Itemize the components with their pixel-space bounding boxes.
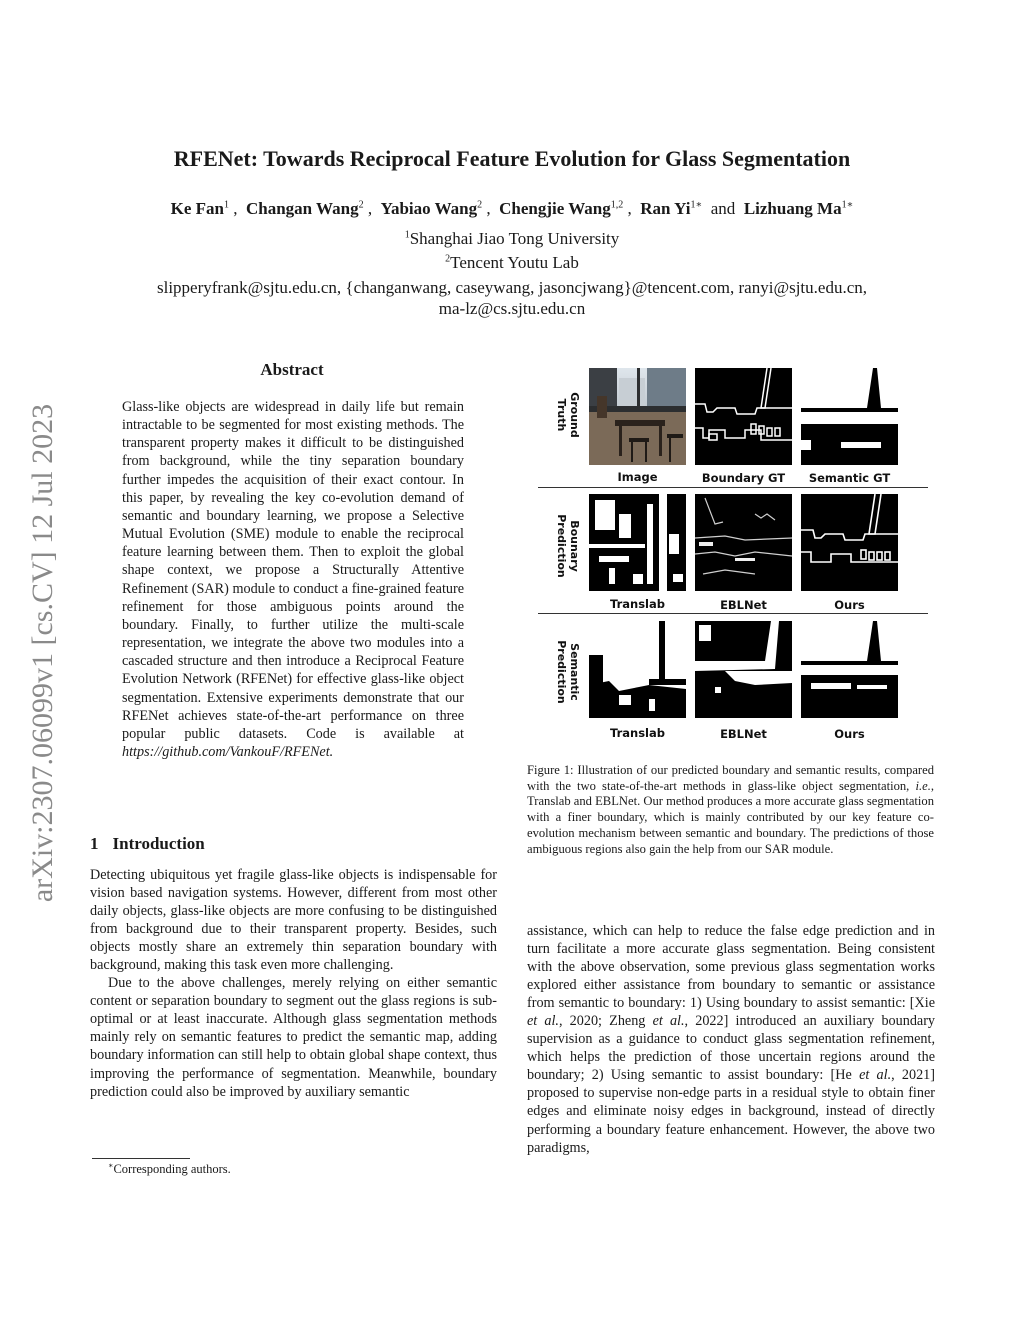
author-name: Chengjie Wang (499, 199, 611, 218)
row-label-semantic-text: Semantic Prediction (555, 640, 581, 704)
paper-title: RFENet: Towards Reciprocal Feature Evolution for Glass Segmentation (173, 146, 851, 171)
row-label-ground-truth-text: Ground Truth (555, 392, 581, 438)
semantic-gt-panel (801, 368, 898, 465)
footnote-rule (92, 1158, 190, 1159)
label-eblnet-boundary: EBLNet (720, 598, 767, 612)
author-separator: , (623, 199, 641, 218)
label-image: Image (617, 470, 658, 484)
citation-etal-1: et al. (527, 1013, 559, 1030)
abstract-text: Glass-like objects are widespread in daily life but remain intractable to be segmented for most existing methods. The transparent property makes it difficult to be distinguished from background, while the tiny separation boundary further impedes the acquisition of their exact contour. In this paper, by revealing the key co-evolution demand of semantic and boundary learning, we propose a Selective Mutual Evolution (SME) module to enable the reciprocal feature learning between them. Then to exploit the global shape context, we propose a Structurally Attentive Refinement (SAR) module to conduct a fine-grained feature refinement for those ambiguous points around the boundary. Finally, to further utilize the multi-scale representation, we integrate the above two modules into a cascaded structure and then introduce a Reciprocal Feature Evolution Network (RFENet) for effective glass-like object segmentation. Extensive experiments demonstrate that our RFENet achieves state-of-the-art performance on three popular public datasets. Code is available at (122, 399, 464, 742)
eblnet-semantic-icon (695, 621, 792, 718)
right-text-b: , 2020; Zheng (558, 1013, 653, 1030)
affiliation-1 (0, 229, 1024, 249)
intro-left-column (90, 866, 497, 1101)
intro-paragraph-2: Due to the above challenges, merely relying on either semantic content or separation boundary to segment out the glass regions is sub-optimal or at least inaccurate. Although glass segmentation methods mainly rely on semantic features to predict the semantic map, adding boundary information can still help to obtain global shape context, thus improving the performance of segmentation. Meanwhile, boundary prediction could also be improved by auxiliary semantic (90, 975, 497, 1100)
affiliation-2 (0, 253, 1024, 273)
cafe-photo-icon (589, 368, 686, 465)
translab-boundary-icon (589, 494, 686, 591)
author-affiliation-mark: 2 (477, 199, 483, 211)
caption-text-a: Figure 1: Illustration of our predicted boundary and semantic results, compared with the two state-of-the-art methods in glass-like object segmentation, (527, 763, 934, 793)
row-label-semantic (551, 627, 581, 717)
ours-semantic-panel (801, 621, 898, 718)
eblnet-boundary-panel (695, 494, 792, 591)
right-text-c: , 2022] introduced an auxiliary boundary supervision as a guidance to conduct glass segmentation refinement, which helps the prediction of those uncertain regions around the boundary; 2) Using semantic to assist boundary: [He (527, 1013, 936, 1084)
author-affiliation-mark: 1,2 (610, 199, 624, 211)
ours-boundary-panel (801, 494, 898, 591)
abstract-body (122, 398, 464, 761)
eblnet-boundary-icon (695, 494, 792, 591)
email-line-1: slipperyfrank@sjtu.edu.cn, {changanwang, caseywang, jasoncjwang}@tencent.com, ranyi@sjtu.edu.cn, (156, 278, 867, 297)
label-boundary-gt: Boundary GT (701, 471, 786, 485)
affiliation-1-name: Shanghai Jiao Tong University (409, 229, 620, 248)
footnote (108, 1161, 231, 1177)
row-label-ground-truth (551, 380, 581, 450)
author-name: Ke Fan (170, 199, 224, 218)
label-semantic-gt: Semantic GT (808, 471, 891, 485)
right-text-a: assistance, which can help to reduce the false edge prediction and in turn facilitate a more accurate glass segmentation. Being consistent with the above observation, some previous glass segmentation works explored either assistance from boundary to semantic or assistance from semantic to boundary: 1) Using boundary to assist semantic: [Xie (527, 923, 935, 1012)
right-text-d: , 2021] proposed to supervise non-edge parts in a residual style to obtain finer edges and eliminate noisy edges in background, instead of directly performing a boundary feature enhancement. However, the above two paradigms, (527, 1067, 935, 1156)
author-list (0, 199, 1024, 219)
figure-caption (527, 763, 934, 857)
author-affiliation-mark: 1∗ (690, 199, 703, 211)
affiliation-1-sup: 1 (404, 229, 410, 241)
author-affiliation-mark: 2 (358, 199, 364, 211)
citation-etal-3: et al. (859, 1067, 892, 1084)
section-heading (90, 834, 205, 854)
label-translab-boundary: Translab (610, 597, 665, 611)
figure-divider-2 (538, 613, 928, 614)
author-name: Ran Yi (640, 199, 691, 218)
email-line-2: ma-lz@cs.sjtu.edu.cn (438, 299, 586, 318)
intro-paragraph-3 (527, 922, 935, 1157)
figure-divider-1 (538, 487, 928, 488)
author-name: Changan Wang (245, 199, 359, 218)
translab-semantic-icon (589, 621, 686, 718)
arxiv-stamp: arXiv:2307.06099v1 [cs.CV] 12 Jul 2023 (26, 403, 59, 903)
section-number: 1 (90, 834, 99, 853)
author-affiliation-mark: 1∗ (841, 199, 854, 211)
eblnet-semantic-panel (695, 621, 792, 718)
intro-paragraph-1: Detecting ubiquitous yet fragile glass-like objects is indispensable for vision based navigation systems. However, different from most other daily objects, glass-like objects are more confusing to be distinguished from background due to their transparent property. Besides, such objects mostly share an extremely thin separation boundary with background, making this task even more challenging. (90, 867, 497, 974)
author-separator: and (702, 199, 744, 218)
section-title: Introduction (112, 834, 205, 853)
footnote-text: Corresponding authors. (113, 1162, 231, 1177)
ours-boundary-icon (801, 494, 898, 591)
footnote-mark: ∗ (108, 1161, 114, 1170)
intro-right-column (527, 922, 935, 1157)
author-name: Yabiao Wang (380, 199, 478, 218)
citation-etal-2: et al. (652, 1013, 685, 1030)
label-translab-semantic: Translab (610, 726, 665, 740)
label-ours-boundary: Ours (834, 598, 865, 612)
abstract-heading: Abstract (260, 360, 324, 379)
ours-semantic-icon (801, 621, 898, 718)
row-label-boundary (551, 501, 581, 591)
author-name: Lizhuang Ma (743, 199, 842, 218)
author-separator: , (363, 199, 381, 218)
label-ours-semantic: Ours (834, 727, 865, 741)
row-label-boundary-text: Bounary Prediction (555, 514, 581, 578)
affiliation-2-sup: 2 (445, 253, 451, 265)
boundary-gt-panel (695, 368, 792, 465)
affiliation-2-name: Tencent Youtu Lab (450, 253, 579, 272)
translab-boundary-panel (589, 494, 686, 591)
caption-ie: i.e. (915, 778, 931, 793)
translab-semantic-panel (589, 621, 686, 718)
author-separator: , (482, 199, 500, 218)
code-link[interactable]: https://github.com/VankouF/RFENet. (122, 743, 334, 760)
caption-text-b: , Translab and EBLNet. Our method produces a more accurate glass segmentation with a finer boundary, which is mainly contributed by our key feature co-evolution mechanism between semantic and boundary. The predictions of those ambiguous regions also gain the help from our SAR module. (527, 778, 934, 856)
author-affiliation-mark: 1 (223, 199, 229, 211)
image-panel (589, 368, 686, 465)
boundary-gt-icon (695, 368, 792, 465)
author-separator: , (228, 199, 246, 218)
label-eblnet-semantic: EBLNet (720, 727, 767, 741)
semantic-gt-icon (801, 368, 898, 465)
